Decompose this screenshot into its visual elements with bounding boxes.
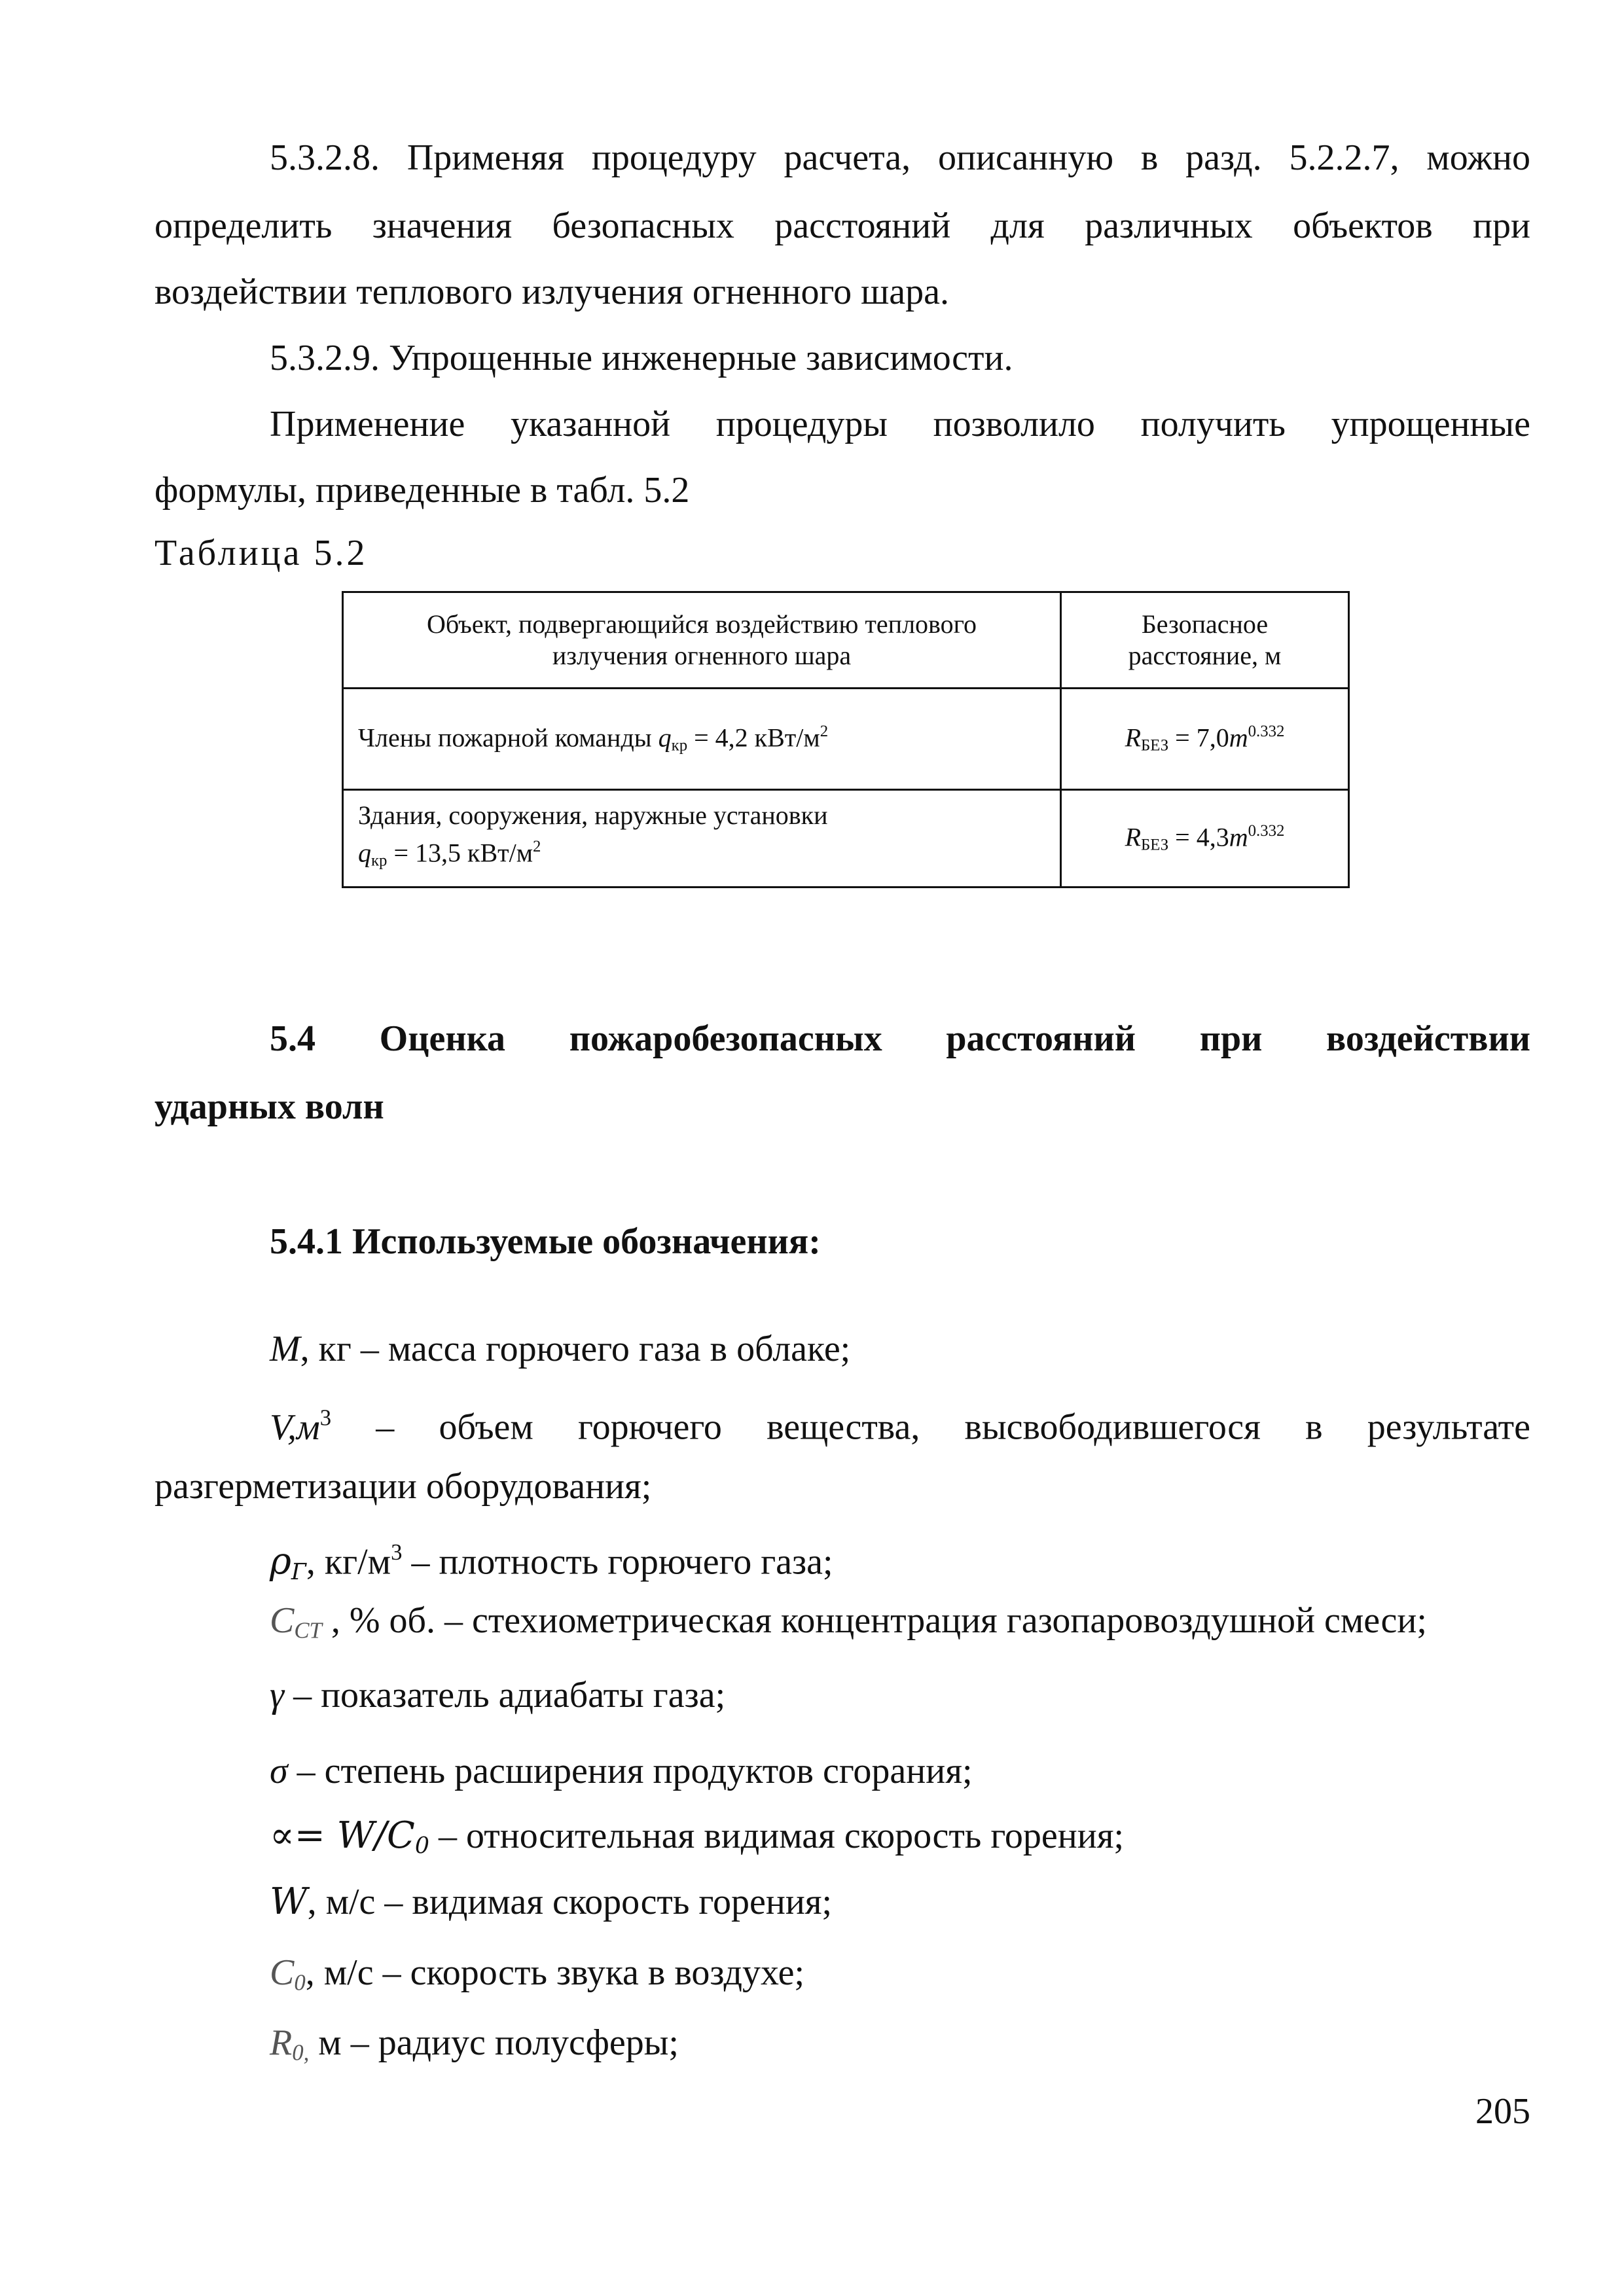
radius-symbol: R — [270, 2022, 293, 2063]
row1-q-exponent: 2 — [820, 723, 829, 741]
table-header-row — [343, 592, 1349, 689]
volume-exponent: 3 — [319, 1405, 332, 1430]
notation-volume-line-1 — [270, 1395, 1530, 1450]
radius-subscript: 0, — [292, 2039, 310, 2066]
sigma-symbol: σ — [270, 1751, 288, 1791]
paragraph-application-line-2: формулы, приведенные в табл. 5.2 — [154, 470, 690, 511]
page-number: 205 — [1475, 2091, 1530, 2132]
header-distance-cell — [1061, 592, 1349, 689]
row1-r-symbol: R — [1125, 723, 1142, 753]
row1-r-subscript: БЕЗ — [1141, 736, 1169, 755]
notation-alpha — [270, 1813, 1530, 1869]
row1-q-value: = 4,2 кВт/м — [687, 723, 820, 753]
row1-object-text: Члены пожарной команды — [358, 723, 659, 753]
mass-symbol: M — [270, 1329, 300, 1369]
density-symbol: ρ — [270, 1540, 291, 1583]
sound-speed-text: , м/с – скорость звука в воздухе; — [305, 1952, 805, 1993]
notation-hemisphere-radius — [270, 2020, 1530, 2076]
gamma-symbol: γ — [270, 1675, 285, 1715]
row1-m-symbol: m — [1229, 723, 1248, 753]
row1-r-exponent: 0.332 — [1248, 723, 1285, 741]
notation-gamma — [270, 1672, 1530, 1718]
row2-r-subscript: БЕЗ — [1141, 836, 1169, 854]
gamma-text: – показатель адиабаты газа; — [284, 1675, 726, 1715]
paragraph-application-line-1: Применение указанной процедуры позволило получить упрощенные — [270, 404, 1530, 444]
paragraph-5-3-2-9: 5.3.2.9. Упрощенные инженерные зависимости. — [270, 338, 1013, 378]
paragraph-5-3-2-8-line-3: воздействии теплового излучения огненного шара. — [154, 272, 949, 312]
notation-stoichiometric — [270, 1598, 1530, 1654]
density-subscript: Г — [291, 1559, 306, 1586]
sound-speed-symbol: C — [270, 1952, 295, 1993]
radius-text: м – радиус полусферы; — [309, 2022, 679, 2063]
sigma-text: – степень расширения продуктов сгорания; — [287, 1751, 973, 1791]
notation-sigma — [270, 1748, 1530, 1794]
subsection-heading: 5.4.1 Используемые обозначения: — [270, 1221, 821, 1262]
safe-distance-table — [342, 591, 1350, 888]
volume-text-line-1: – объем горючего вещества, высвободившегося в результате — [331, 1407, 1530, 1448]
notation-burning-speed — [270, 1879, 1530, 1925]
table-row — [343, 790, 1349, 888]
row1-q-subscript: кр — [671, 736, 688, 755]
notation-sound-speed — [270, 1950, 1530, 2006]
mass-text: , кг – масса горючего газа в облаке; — [300, 1329, 851, 1369]
paragraph-5-3-2-8-line-1: 5.3.2.8. Применяя процедуру расчета, описанную в разд. 5.2.2.7, можно — [270, 137, 1530, 178]
burning-speed-text: , м/с – видимая скорость горения; — [307, 1882, 833, 1922]
notation-density — [270, 1530, 1530, 1595]
header-distance-line-2: расстояние, м — [1128, 641, 1282, 670]
row2-object-cell — [343, 790, 1061, 888]
row2-m-symbol: m — [1229, 822, 1248, 852]
row1-distance-cell — [1061, 689, 1349, 790]
header-object-cell — [343, 592, 1061, 689]
notation-volume-line-2: разгерметизации оборудования; — [154, 1466, 652, 1507]
stoichiometric-text: , % об. – стехиометрическая концентрация газопаровоздушной смеси; — [321, 1600, 1427, 1641]
section-heading-line-2: ударных волн — [154, 1086, 384, 1127]
density-exponent: 3 — [391, 1539, 403, 1565]
alpha-symbol: ∝= W/C — [270, 1814, 415, 1857]
burning-speed-symbol: W — [270, 1880, 308, 1923]
row2-object-text: Здания, сооружения, наружные установки — [358, 800, 828, 831]
row2-q-line — [358, 831, 1045, 877]
paragraph-5-3-2-8-line-2: определить значения безопасных расстояний для различных объектов при — [154, 206, 1530, 246]
row2-q-value: = 13,5 кВт/м — [387, 838, 533, 868]
density-unit: , кг/м — [306, 1541, 391, 1583]
stoichiometric-symbol: C — [270, 1600, 295, 1641]
volume-symbol: V,м — [270, 1407, 320, 1448]
row1-object-cell — [343, 689, 1061, 790]
row2-r-exponent: 0.332 — [1248, 822, 1285, 840]
header-distance-line-1: Безопасное — [1141, 609, 1269, 639]
notation-mass — [270, 1326, 1530, 1372]
row1-r-value: = 7,0 — [1168, 723, 1229, 753]
section-heading-line-1: 5.4 Оценка пожаробезопасных расстояний при воздействии — [270, 1018, 1530, 1059]
row2-q-exponent: 2 — [533, 838, 541, 856]
row2-q-symbol: q — [358, 838, 371, 868]
row2-distance-cell — [1061, 790, 1349, 888]
header-object-line-1: Объект, подвергающийся воздействию теплового — [426, 609, 977, 639]
sound-speed-subscript: 0 — [294, 1969, 306, 1996]
stoichiometric-subscript: CT — [294, 1617, 322, 1643]
row2-q-subscript: кр — [371, 852, 388, 870]
table-row — [343, 689, 1349, 790]
row2-r-value: = 4,3 — [1168, 822, 1229, 852]
header-object-line-2: излучения огненного шара — [552, 641, 852, 670]
alpha-text: – относительная видимая скорость горения; — [429, 1816, 1125, 1856]
alpha-subscript: 0 — [414, 1833, 429, 1859]
row2-r-symbol: R — [1125, 822, 1142, 852]
table-caption: Таблица 5.2 — [154, 533, 368, 573]
density-text: – плотность горючего газа; — [402, 1541, 833, 1583]
row1-q-symbol: q — [658, 723, 672, 753]
